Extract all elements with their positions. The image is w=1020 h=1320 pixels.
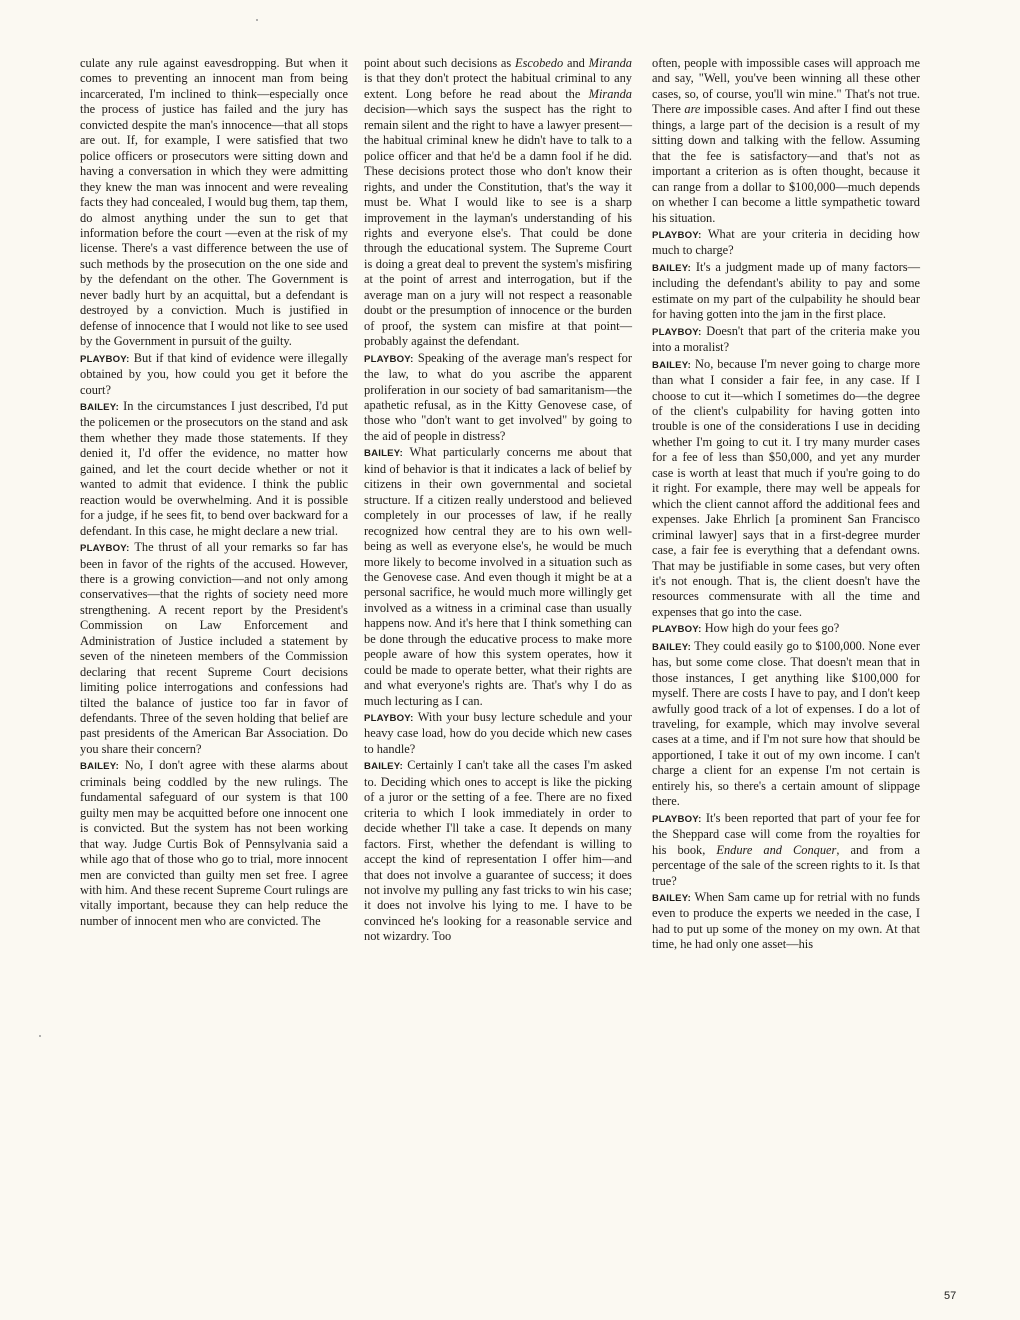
interview-paragraph <box>652 811 920 889</box>
interview-paragraph <box>652 227 920 259</box>
interview-paragraph <box>652 324 920 356</box>
paragraph-text: How high do your fees go? <box>704 621 840 636</box>
speaker-label: PLAYBOY: <box>652 229 702 241</box>
print-speck <box>256 19 258 21</box>
paragraph-text: They could easily go to $100,000. None ever has, but some come close. That doesn't mean that in those instances, I get anything like $100,000 for myself. There are costs I have to pay, and I don't keep awfully good track of a lot of expenses. I do a lot of traveling, for example, which may involve several cases at a time, and if I'm not sure how that should be apportioned, I take it out of my own income. I can't charge a client for an expense I'm not certain is entirely his, so there's a certain amount of slippage there. <box>652 638 920 809</box>
paragraph-text: Speaking of the average man's respect for the law, to what do you ascribe the apparent proliferation in our society of bad samaritanism—the apathetic refusal, as in the Kitty Genovese case, of those who "don't want to get involved" by going to the aid of people in distress? <box>364 350 632 443</box>
paragraph-text: When Sam came up for retrial with no funds even to produce the experts we needed in the case, I had to put up some of the money on my own. At that time, he had only one asset—his <box>652 890 921 952</box>
speaker-label: BAILEY: <box>364 448 404 460</box>
paragraph-text: point about such decisions as <box>364 56 516 70</box>
paragraph-text: often, people with impossible cases will approach me and say, "Well, you've been winning all these other cases, so, of course, you'll win mine." That's not true. There <box>652 56 920 117</box>
paragraph-text: Doesn't that part of the criteria make you into a moralist? <box>652 323 920 355</box>
interview-paragraph <box>652 639 920 810</box>
speaker-label: BAILEY: <box>652 359 692 371</box>
speaker-label: PLAYBOY: <box>652 624 702 636</box>
speaker-label: BAILEY: <box>652 641 692 653</box>
body-paragraph <box>80 56 348 350</box>
paragraph-text: With your busy lecture schedule and your heavy case load, how do you decide which new cases to handle? <box>364 710 632 756</box>
paragraph-text: It's a judgment made up of many factors—including the defendant's ability to pay and some estimate on my part of the culpability he should bear for having gotten into the jam in the first place. <box>652 259 920 322</box>
speaker-label: BAILEY: <box>652 262 692 274</box>
italic-title: Escobedo <box>515 56 564 70</box>
paragraph-text: In the circumstances I just described, I'd put the policemen or the prosecutors on the stand and ask them whether they made those statements. If they denied it, I'd offer the evidence, no matter how gained, and let the court decide whether or not it wanted to admit that evidence. I think the public reaction would be overwhelming. And it is possible for a judge, if he sees fit, to bend over backward for a defendant. In this case, he might declare a new trial. <box>80 398 348 538</box>
column-2 <box>364 56 632 945</box>
paragraph-text: What are your criteria in deciding how much to charge? <box>652 226 921 258</box>
speaker-label: BAILEY: <box>652 893 692 905</box>
speaker-label: PLAYBOY: <box>652 813 702 825</box>
interview-paragraph <box>652 357 920 621</box>
body-paragraph <box>364 56 632 350</box>
print-speck <box>39 1035 41 1037</box>
interview-paragraph <box>80 351 348 398</box>
interview-paragraph <box>80 399 348 539</box>
paragraph-text: But if that kind of evidence were illegally obtained by you, how could you get it before the court? <box>80 350 348 397</box>
paragraph-text: What particularly concerns me about that kind of behavior is that it indicates a lack of belief by citizens in their own governmental and societal structure. If a citizen really understood and believed completely in our processes of law, if he really recognized how central they are to his own well-being as well as everyone else's, he would be much more likely to become involved in a situation such as the Genovese case. And even though it might be at a personal sacrifice, he would much more willingly get involved as a witness in a criminal case than usually happens now. And it's here that I think something can be done through the educative process to make more people aware of how this system operates, how it could be made to operate better, what their rights are and what everyone's rights are. That's why I do as much lecturing as I can. <box>364 445 632 708</box>
column-1 <box>80 56 348 929</box>
interview-paragraph <box>80 758 348 929</box>
paragraph-text: decision—which says the suspect has the right to remain silent and the right to have a lawyer present—the habitual criminal knew he didn't have to talk to a police officer and that he'd be a damn fool if he did. These decisions protect those who don't know their rights, and under the Constitution, that's the way it must be. What I would like to see is a sharp improvement in the layman's understanding of his rights and everyone else's. That could be done through the educational system. The Supreme Court is doing a great deal to prevent the system's misfiring at the point of arrest and interrogation, but if the average man on a jury will not respect a reasonable doubt or the presumption of innocence or the burden of proof, the system can misfire at that point—probably against the defendant. <box>364 102 632 349</box>
interview-paragraph <box>364 758 632 944</box>
paragraph-text: and <box>563 56 589 70</box>
speaker-label: PLAYBOY: <box>652 326 702 338</box>
speaker-label: BAILEY: <box>80 401 120 413</box>
speaker-label: BAILEY: <box>364 761 404 773</box>
interview-paragraph <box>652 890 920 953</box>
paragraph-text: No, I don't agree with these alarms about criminals being coddled by the new rulings. The fundamental safeguard of our system is that 100 guilty men may be acquitted before one innocent one is convicted. But the system has not been working that way. Judge Curtis Bok of Pennsylvania said a while ago that of those who go to trial, more innocent men are convicted than guilty men set free. I agree with him. And these recent Supreme Court rulings are vitally important, because they can help reduce the number of innocent men who are convicted. The <box>80 758 348 928</box>
paragraph-text: culate any rule against eavesdropping. But when it comes to preventing an innocent man from being incarcerated, I'm inclined to think—especially once the process of justice has failed and the jury has convicted despite the man's innocence—that all stops are out. If, for example, I were satisfied that two police officers or prosecutors were sitting down and having a conversation in which they were admitting they knew the man was innocent and were revealing facts they had concealed, I would bug them, tap them, do almost anything under the sun to get that information before the court —even at the risk of my license. There's a vast difference between the use of such methods by the prosecution on the one side and by the defendant on the other. The Government is never badly hurt by an acquittal, but a defendant is destroyed by a conviction. Much is justified in defense of innocence that I would not like to see used by the Government in pursuit of the guilty. <box>80 56 348 349</box>
interview-paragraph <box>364 351 632 445</box>
interview-paragraph <box>652 621 920 637</box>
paragraph-text: is that they don't protect the habitual criminal to any extent. Long before he read about the <box>364 71 632 101</box>
italic-title: Miranda <box>588 56 632 70</box>
italic-title: are <box>684 102 701 117</box>
speaker-label: BAILEY: <box>80 761 120 773</box>
italic-title: Miranda <box>588 86 632 101</box>
paragraph-text: It's been reported that part of your fee for the Sheppard case will come from the royalties for his book, <box>652 810 920 857</box>
speaker-label: PLAYBOY: <box>80 353 130 365</box>
paragraph-text: Certainly I can't take all the cases I'm asked to. Deciding which ones to accept is like the picking of a juror or the setting of a fee. There are no fixed criteria to which I look immediately in order to decide whether I'll take a case. It depends on many factors. First, whether the defendant is willing to accept the kind of representation I offer him—and that does not involve a guarantee of success; it does not involve my pulling any fast tricks to win his case; it does not involve his lying to me. I have to be convinced he's looking for a reasonable service and not wizardry. Too <box>364 758 632 944</box>
body-paragraph <box>652 56 920 226</box>
interview-paragraph <box>652 260 920 323</box>
speaker-label: PLAYBOY: <box>80 543 130 555</box>
paragraph-text: , and from a percentage of the sale of the screen rights to it. Is that true? <box>652 842 920 888</box>
column-3 <box>652 56 920 953</box>
interview-paragraph <box>364 445 632 709</box>
interview-paragraph <box>364 710 632 757</box>
interview-paragraph <box>80 540 348 757</box>
paragraph-text: impossible cases. And after I find out these things, a large part of the decision is a result of my sitting down and talking with the fellow. Assuming that the fee is satisfactory—and that's not as important a criterion as is often thought, because it can range from a dollar to $100,000—much depends on whether I can become a little sympathetic toward his situation. <box>652 102 920 225</box>
paragraph-text: No, because I'm never going to charge more than what I consider a fair fee, in any case. If I choose to cut it—which I sometimes do—the degree of the client's culpability for having gotten into trouble is one of the considerations I use in deciding whether I'm going to cut it. I try many murder cases for a fee of less than $50,000, and yet any murder case is worth at least that much if you're going to do it right. For example, there may well be appeals for which the client cannot afford the additional fees and expenses. Jake Ehrlich [a prominent San Francisco criminal lawyer] says that in a first-degree murder case, a fair fee is everything that a defendant owns. That may be justifiable in some cases, but very often it's not enough. That is, the client doesn't have the resources commensurate with all the time and expenses that go into the case. <box>652 356 920 619</box>
italic-title: Endure and Conquer <box>716 842 837 857</box>
speaker-label: PLAYBOY: <box>364 713 414 725</box>
paragraph-text: The thrust of all your remarks so far has been in favor of the rights of the accused. However, there is a growing conviction—and not only among conservatives—that the rights of society need more strengthening. A recent report by the President's Commission on Law Enforcement and Administration of Justice included a statement by seven of the nineteen members of the Commission declaring that recent Supreme Court decisions limiting police interrogations and confessions had tilted the balance of justice too far in favor of defendants. Three of the seven holding that belief are past presidents of the American Bar Association. Do you share their concern? <box>80 540 348 756</box>
page-number: 57 <box>944 1290 957 1302</box>
speaker-label: PLAYBOY: <box>364 353 414 365</box>
